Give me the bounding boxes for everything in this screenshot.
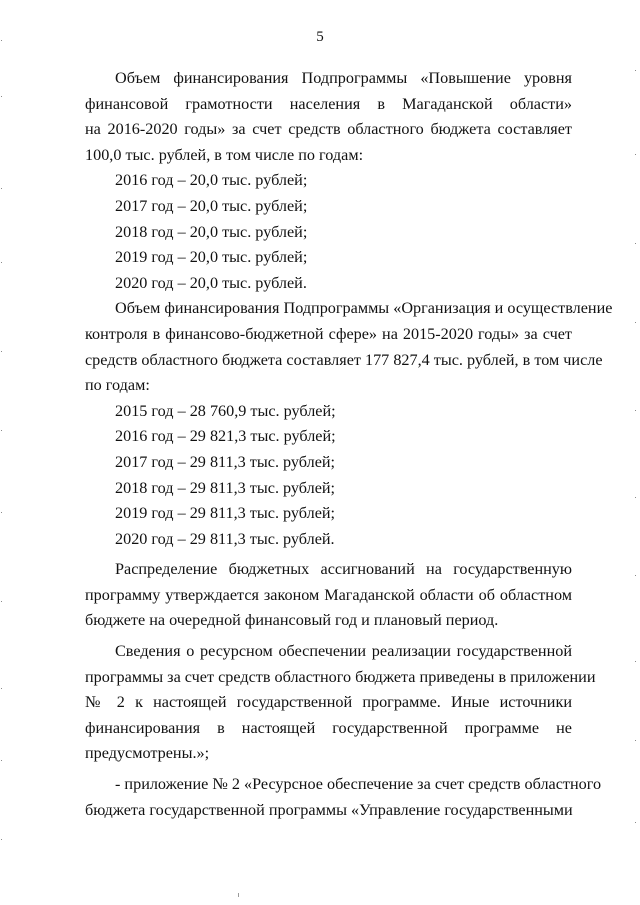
scan-mark — [238, 893, 239, 897]
year-line-2015: 2015 год – 28 760,9 тыс. рублей; — [115, 401, 336, 420]
year-line-2019: 2019 год – 20,0 тыс. рублей; — [115, 248, 308, 267]
paragraph-line: бюджета государственной программы «Управление государственными — [85, 800, 573, 819]
year-line-2017: 2017 год – 29 811,3 тыс. рублей; — [115, 452, 336, 471]
year-line-2019: 2019 год – 29 811,3 тыс. рублей; — [115, 504, 336, 523]
paragraph-line: Объем финансирования Подпрограммы «Повышение уровня — [115, 69, 572, 87]
right-edge-scan-marks — [635, 0, 637, 905]
paragraph-line: Распределение бюджетных ассигнований на государственную — [115, 560, 572, 579]
year-line-2016: 2016 год – 20,0 тыс. рублей; — [115, 171, 308, 190]
left-edge-scan-marks — [1, 0, 3, 905]
document-body — [85, 66, 613, 823]
paragraph-financing-literacy — [85, 66, 572, 168]
year-line-2017: 2017 год – 20,0 тыс. рублей; — [115, 196, 308, 215]
paragraph-line: контроля в финансово-бюджетной сфере» на 2015-2020 годы» за счет — [85, 324, 572, 343]
paragraph-line: предусмотрены.»; — [85, 744, 210, 763]
paragraph-line: Сведения о ресурсном обеспечении реализации государственной — [115, 642, 572, 661]
year-line-2018: 2018 год – 20,0 тыс. рублей; — [115, 222, 308, 241]
year-list-control — [85, 399, 572, 553]
paragraph-line: финансирования в настоящей государственной программе не — [85, 718, 572, 737]
year-line-2020: 2020 год – 29 811,3 тыс. рублей. — [115, 529, 335, 548]
paragraph-financing-control — [85, 296, 613, 398]
paragraph-line: Объем финансирования Подпрограммы «Организация и осуществление — [115, 299, 613, 318]
page-number: 5 — [316, 29, 324, 45]
paragraph-line: № 2 к настоящей государственной программе. Иные источники — [85, 693, 572, 712]
year-line-2018: 2018 год – 29 811,3 тыс. рублей; — [115, 478, 336, 497]
year-line-2020: 2020 год – 20,0 тыс. рублей. — [115, 273, 307, 292]
paragraph-line: средств областного бюджета составляет 177 827,4 тыс. рублей, в том числе — [85, 350, 603, 369]
paragraph-line: 100,0 тыс. рублей, в том числе по годам: — [85, 145, 364, 164]
paragraph-budget-allocation — [85, 557, 572, 634]
paragraph-resource-info — [85, 639, 596, 767]
paragraph-line: - приложение № 2 «Ресурсное обеспечение за счет средств областного — [115, 775, 602, 794]
paragraph-appendix-2 — [85, 772, 602, 823]
year-line-2016: 2016 год – 29 821,3 тыс. рублей; — [115, 427, 336, 446]
paragraph-line: по годам: — [85, 376, 150, 395]
paragraph-line: финансовой грамотности населения в Магаданской области» — [85, 94, 572, 113]
paragraph-line: программу утверждается законом Магаданской области об областном — [85, 585, 572, 604]
paragraph-line: программы за счет средств областного бюджета приведены в приложении — [85, 667, 596, 686]
paragraph-line: на 2016-2020 годы» за счет средств областного бюджета составляет — [85, 120, 572, 139]
year-list-literacy — [85, 168, 572, 296]
paragraph-line: бюджете на очередной финансовый год и плановый период. — [85, 611, 499, 630]
